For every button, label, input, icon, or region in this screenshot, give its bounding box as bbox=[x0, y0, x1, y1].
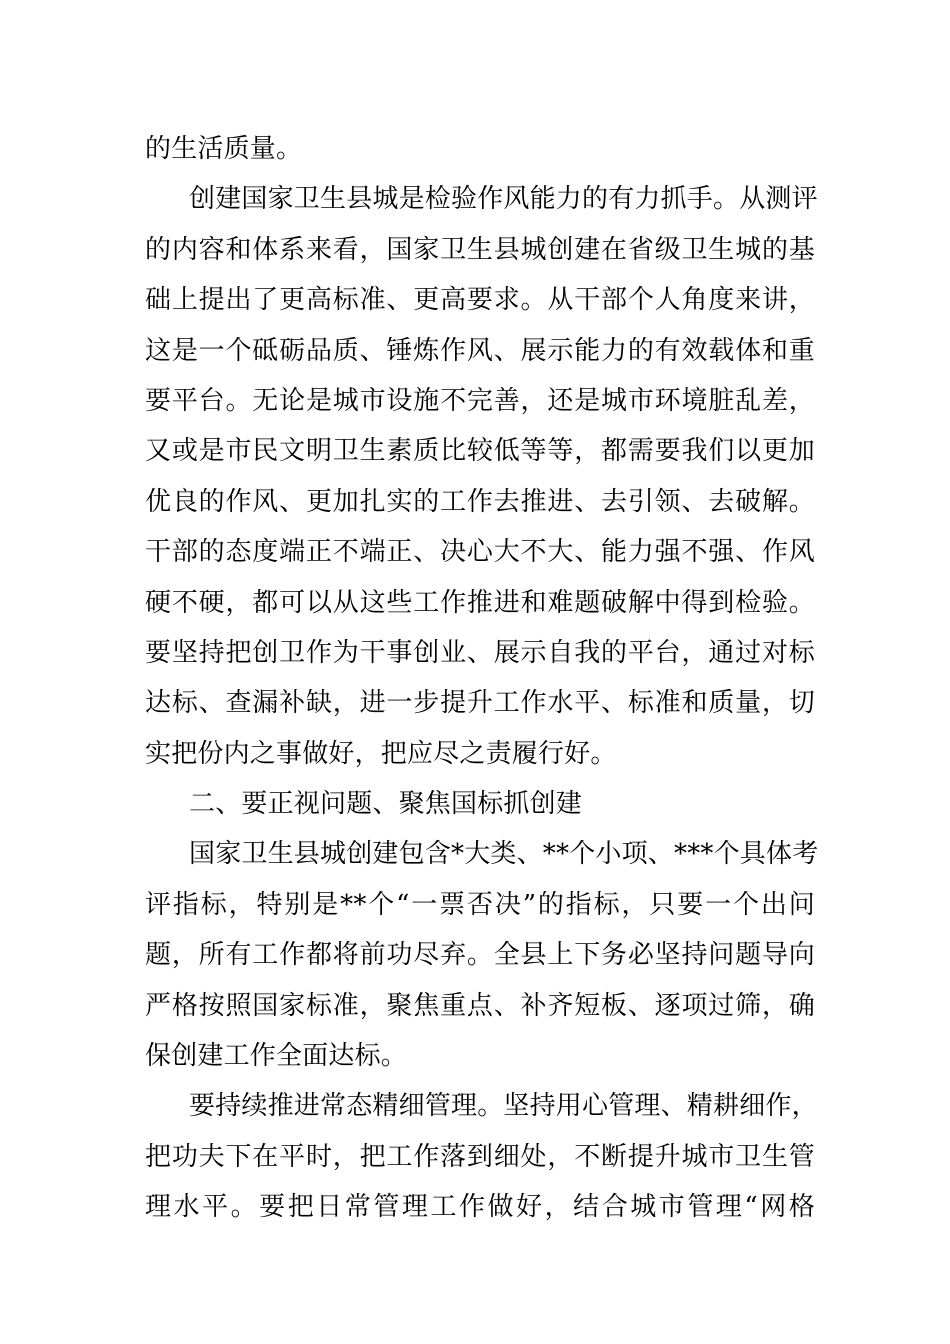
text-line: 的内容和体系来看，国家卫生县城创建在省级卫生城的基 bbox=[145, 234, 815, 265]
text-line: 础上提出了更高标准、更高要求。从干部个人角度来讲， bbox=[145, 285, 815, 316]
text-line: 要坚持把创卫作为干事创业、展示自我的平台，通过对标 bbox=[145, 637, 815, 668]
text-line: 题，所有工作都将前功尽弃。全县上下务必坚持问题导向 bbox=[145, 940, 815, 971]
text-line: 干部的态度端正不端正、决心大不大、能力强不强、作风 bbox=[145, 537, 815, 568]
paragraph-start-line: 国家卫生县城创建包含*大类、**个小项、***个具体考 bbox=[189, 839, 819, 870]
text-line: 又或是市民文明卫生素质比较低等等，都需要我们以更加 bbox=[145, 436, 815, 467]
text-line: 严格按照国家标准，聚焦重点、补齐短板、逐项过筛，确 bbox=[145, 990, 815, 1021]
text-line: 把功夫下在平时，把工作落到细处，不断提升城市卫生管 bbox=[145, 1141, 815, 1172]
paragraph-start-line: 创建国家卫生县城是检验作风能力的有力抓手。从测评 bbox=[189, 184, 818, 215]
text-line: 达标、查漏补缺，进一步提升工作水平、标准和质量，切 bbox=[145, 688, 815, 719]
body-text bbox=[145, 124, 819, 1233]
text-line: 硬不硬，都可以从这些工作推进和难题破解中得到检验。 bbox=[145, 587, 815, 618]
text-line: 要平台。无论是城市设施不完善，还是城市环境脏乱差， bbox=[145, 385, 815, 416]
text-line: 保创建工作全面达标。 bbox=[145, 1041, 408, 1072]
text-line: 评指标，特别是**个“一票否决”的指标，只要一个出问 bbox=[145, 889, 815, 920]
paragraph-start-line: 要持续推进常态精细管理。坚持用心管理、精耕细作， bbox=[189, 1091, 818, 1122]
section-heading: 二、要正视问题、聚焦国标抓创建 bbox=[189, 789, 583, 820]
text-line: 这是一个砥砺品质、锤炼作风、展示能力的有效载体和重 bbox=[145, 335, 815, 366]
text-line: 的生活质量。 bbox=[145, 134, 303, 164]
text-line: 优良的作风、更加扎实的工作去推进、去引领、去破解。 bbox=[145, 486, 815, 517]
text-line: 实把份内之事做好，把应尽之责履行好。 bbox=[145, 738, 617, 769]
text-line: 理水平。要把日常管理工作做好，结合城市管理“网格 bbox=[145, 1192, 815, 1223]
